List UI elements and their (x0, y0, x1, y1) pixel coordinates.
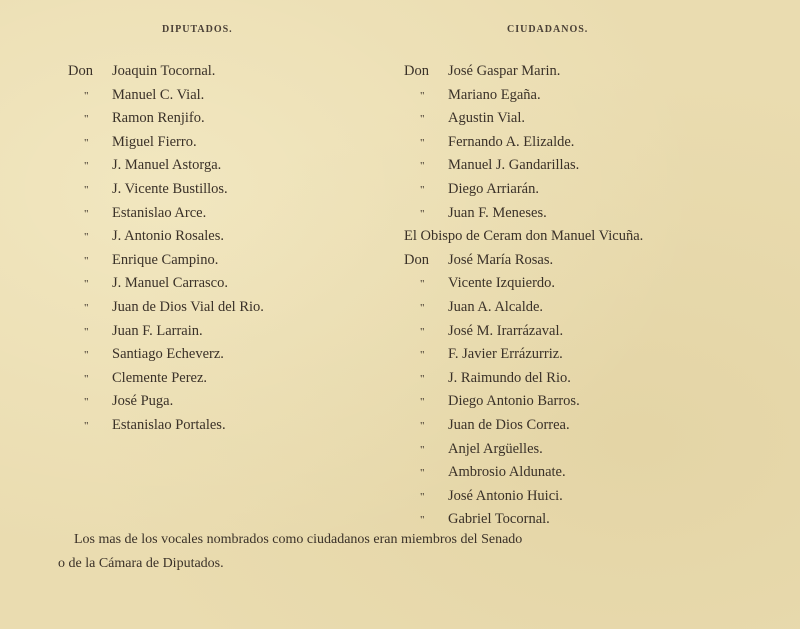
list-item (68, 154, 264, 178)
person-name: Clemente Perez. (112, 369, 208, 386)
ditto-mark: " (84, 349, 89, 362)
ditto-mark: " (84, 89, 89, 102)
person-name: Ramon Renjifo. (112, 110, 205, 127)
person-name: Vicente Izquierdo. (448, 275, 556, 292)
person-name: Juan de Dios Vial del Rio. (112, 298, 264, 315)
ditto-mark: " (420, 136, 425, 149)
person-name: F. Javier Errázurriz. (448, 346, 563, 363)
person-name: J. Raimundo del Rio. (448, 369, 571, 386)
person-name: J. Manuel Carrasco. (112, 275, 228, 292)
list-item (68, 107, 264, 131)
name-prefix: Don (68, 63, 93, 79)
person-name: Juan de Dios Correa. (448, 416, 570, 433)
list-item (68, 131, 264, 155)
list-item (404, 438, 643, 462)
list-item (68, 272, 264, 296)
ditto-mark: " (84, 207, 89, 220)
ditto-mark: " (420, 419, 425, 432)
ditto-mark: " (420, 372, 425, 385)
list-item (404, 296, 643, 320)
list-item (68, 202, 264, 226)
person-name: Gabriel Tocornal. (448, 511, 550, 528)
list-item (404, 107, 643, 131)
ditto-mark: " (420, 183, 425, 196)
ditto-mark: " (420, 160, 425, 173)
person-name: José Puga. (112, 393, 174, 410)
ditto-mark: " (84, 136, 89, 149)
list-item (68, 414, 264, 438)
person-name: J. Vicente Bustillos. (112, 180, 228, 197)
person-name: Enrique Campino. (112, 251, 219, 268)
ditto-mark: " (84, 183, 89, 196)
footnote-line-1: Los mas de los vocales nombrados como ciudadanos eran miembros del Senado (74, 532, 523, 547)
list-item (68, 249, 264, 273)
person-name: José María Rosas. (448, 251, 554, 268)
list-item (68, 178, 264, 202)
ditto-mark: " (420, 301, 425, 314)
person-name: José Gaspar Marin. (448, 63, 561, 79)
list-item (404, 343, 643, 367)
ditto-mark: " (420, 89, 425, 102)
list-item (404, 272, 643, 296)
header-ciudadanos: CIUDADANOS. (507, 24, 589, 35)
list-item (404, 84, 643, 108)
person-name: José Antonio Huici. (448, 487, 563, 504)
name-prefix: Don (404, 251, 429, 268)
ditto-mark: " (84, 372, 89, 385)
person-name: Estanislao Arce. (112, 204, 207, 221)
list-item (404, 390, 643, 414)
person-name: Juan F. Larrain. (112, 322, 203, 339)
ditto-mark: " (420, 396, 425, 409)
list-item (68, 343, 264, 367)
person-name: Mariano Egaña. (448, 86, 541, 103)
ciudadanos-list (404, 60, 643, 532)
list-item (68, 84, 264, 108)
list-item (404, 178, 643, 202)
diputados-list (68, 60, 264, 438)
person-name: J. Antonio Rosales. (112, 228, 224, 245)
ditto-mark: " (84, 419, 89, 432)
list-item (68, 225, 264, 249)
ditto-mark: " (84, 396, 89, 409)
list-item (404, 225, 643, 249)
ditto-mark: " (84, 113, 89, 126)
ditto-mark: " (420, 113, 425, 126)
list-item (404, 131, 643, 155)
ditto-mark: " (84, 160, 89, 173)
list-item (404, 202, 643, 226)
list-item (68, 367, 264, 391)
list-item (404, 249, 643, 273)
person-name: Agustin Vial. (448, 110, 526, 127)
list-item (404, 367, 643, 391)
ditto-mark: " (84, 254, 89, 267)
footnote (58, 528, 758, 576)
list-item (68, 320, 264, 344)
list-item (404, 485, 643, 509)
ditto-mark: " (420, 325, 425, 338)
ditto-mark: " (420, 278, 425, 291)
person-name: Juan F. Meneses. (448, 204, 547, 221)
list-item (404, 461, 643, 485)
ditto-mark: " (420, 207, 425, 220)
person-name: Diego Arriarán. (448, 180, 539, 197)
list-item (404, 154, 643, 178)
list-item (68, 390, 264, 414)
person-name: El Obispo de Ceram don Manuel Vicuña. (404, 228, 644, 245)
person-name: Manuel J. Gandarillas. (448, 157, 580, 174)
ditto-mark: " (420, 490, 425, 503)
header-diputados: DIPUTADOS. (162, 24, 233, 35)
list-item (68, 60, 264, 84)
person-name: José M. Irarrázaval. (448, 322, 564, 339)
list-item (404, 320, 643, 344)
person-name: Joaquin Tocornal. (112, 63, 216, 79)
ditto-mark: " (84, 325, 89, 338)
list-item (68, 296, 264, 320)
list-item (404, 60, 643, 84)
ditto-mark: " (420, 443, 425, 456)
person-name: Diego Antonio Barros. (448, 393, 580, 410)
ditto-mark: " (84, 278, 89, 291)
person-name: Miguel Fierro. (112, 133, 197, 150)
person-name: Santiago Echeverz. (112, 346, 224, 363)
person-name: Manuel C. Vial. (112, 86, 205, 103)
person-name: J. Manuel Astorga. (112, 157, 222, 174)
person-name: Estanislao Portales. (112, 416, 226, 433)
person-name: Juan A. Alcalde. (448, 298, 544, 315)
person-name: Anjel Argüelles. (448, 440, 543, 457)
person-name: Ambrosio Aldunate. (448, 464, 566, 481)
ditto-mark: " (420, 514, 425, 527)
footnote-line-2: o de la Cámara de Diputados. (58, 556, 224, 571)
name-prefix: Don (404, 63, 429, 79)
ditto-mark: " (420, 467, 425, 480)
ditto-mark: " (420, 349, 425, 362)
person-name: Fernando A. Elizalde. (448, 133, 575, 150)
ditto-mark: " (84, 301, 89, 314)
list-item (404, 414, 643, 438)
ditto-mark: " (84, 231, 89, 244)
